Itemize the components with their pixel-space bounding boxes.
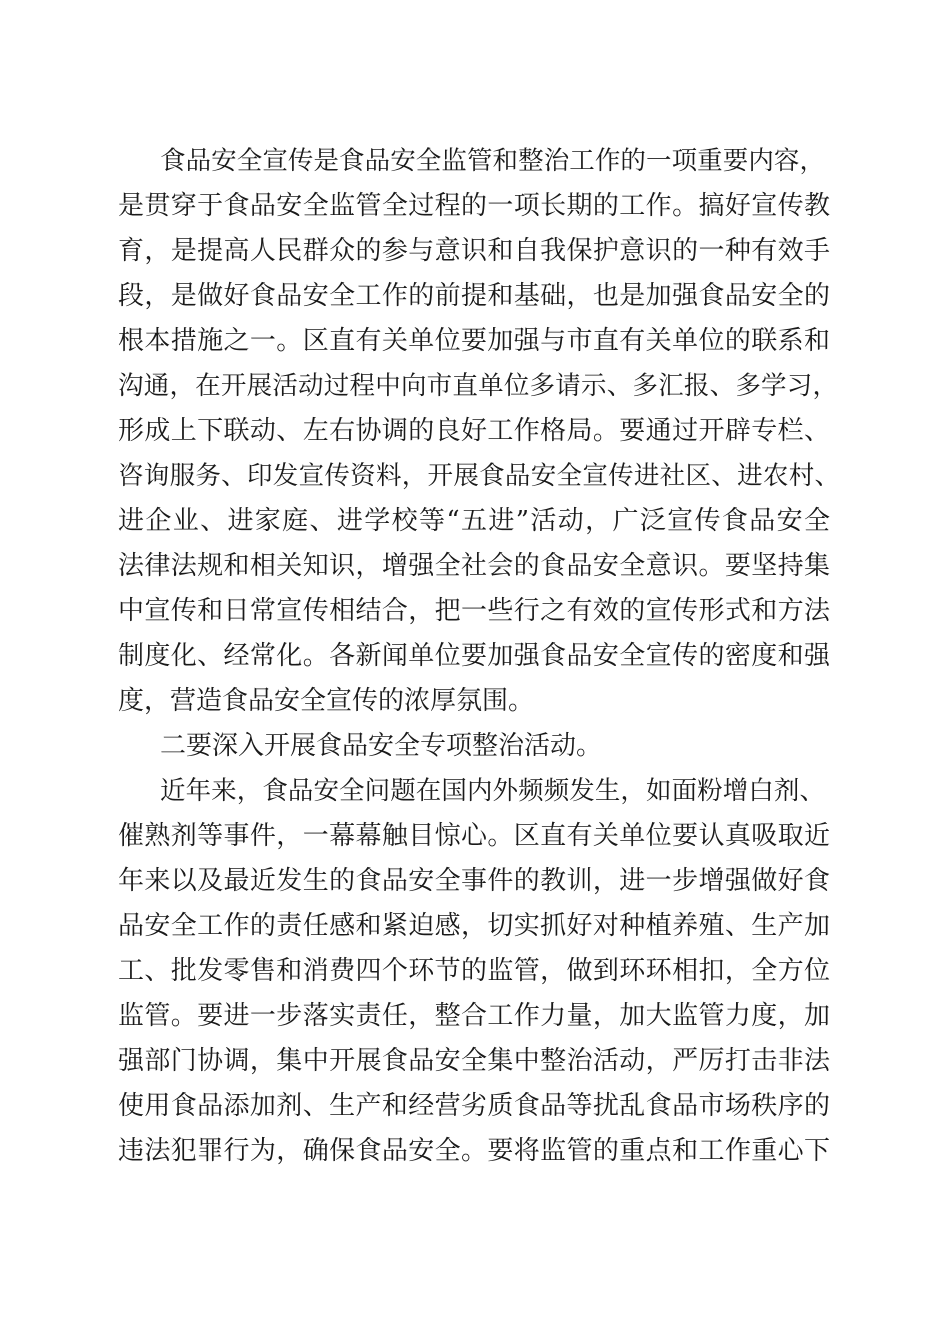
text-line [0,407,950,455]
text-line-content: 工、批发零售和消费四个环节的监管，做到环环相扣，全方位 [118,956,830,986]
text-line-content: 是贯穿于食品安全监管全过程的一项长期的工作。搞好宣传教 [118,191,830,221]
text-line [0,182,950,230]
text-line-content: 根本措施之一。区直有关单位要加强与市直有关单位的联系和 [118,326,830,356]
text-line [0,767,950,815]
text-line [0,587,950,635]
text-line-content: 咨询服务、印发宣传资料，开展食品安全宣传进社区、进农村、 [118,461,840,491]
text-line-content: 进企业、进家庭、进学校等“五进”活动，广泛宣传食品安全 [118,506,830,536]
text-line-content: 沟通，在开展活动过程中向市直单位多请示、多汇报、多学习， [118,371,838,401]
text-line [0,452,950,500]
text-line [0,227,950,275]
text-line-content: 强部门协调，集中开展食品安全集中整治活动，严厉打击非法 [118,1046,830,1076]
text-line-content: 食品安全宣传是食品安全监管和整治工作的一项重要内容， [160,146,825,176]
text-line-content: 违法犯罪行为，确保食品安全。要将监管的重点和工作重心下 [118,1136,830,1166]
text-line-content: 形成上下联动、左右协调的良好工作格局。要通过开辟专栏、 [118,416,830,446]
text-line-content: 使用食品添加剂、生产和经营劣质食品等扰乱食品市场秩序的 [118,1091,830,1121]
text-line-content: 监管。要进一步落实责任，整合工作力量，加大监管力度，加 [118,1001,830,1031]
text-line [0,362,950,410]
text-line-content: 年来以及最近发生的食品安全事件的教训，进一步增强做好食 [118,866,830,896]
section-heading [0,722,950,770]
text-line [0,497,950,545]
text-line [0,137,950,185]
text-line-content: 制度化、经常化。各新闻单位要加强食品安全宣传的密度和强 [118,641,830,671]
text-line [0,1082,950,1130]
text-line-content: 度，营造食品安全宣传的浓厚氛围。 [118,686,535,716]
text-line-content: 段，是做好食品安全工作的前提和基础，也是加强食品安全的 [118,281,830,311]
text-line [0,677,950,725]
text-line [0,272,950,320]
text-line [0,857,950,905]
text-line [0,947,950,995]
text-line [0,1037,950,1085]
text-line [0,542,950,590]
section-heading-text: 二要深入开展食品安全专项整治活动。 [160,731,603,761]
text-line-content: 法律法规和相关知识，增强全社会的食品安全意识。要坚持集 [118,551,830,581]
text-line-content: 近年来，食品安全问题在国内外频频发生，如面粉增白剂、 [160,776,825,806]
text-line [0,317,950,365]
text-line [0,902,950,950]
text-line-content: 育，是提高人民群众的参与意识和自我保护意识的一种有效手 [118,236,830,266]
text-line-content: 催熟剂等事件，一幕幕触目惊心。区直有关单位要认真吸取近 [118,821,830,851]
text-line [0,1127,950,1175]
text-line-content: 品安全工作的责任感和紧迫感，切实抓好对种植养殖、生产加 [118,911,830,941]
text-line [0,812,950,860]
text-line-content: 中宣传和日常宣传相结合，把一些行之有效的宣传形式和方法 [118,596,830,626]
text-line [0,992,950,1040]
text-line [0,632,950,680]
